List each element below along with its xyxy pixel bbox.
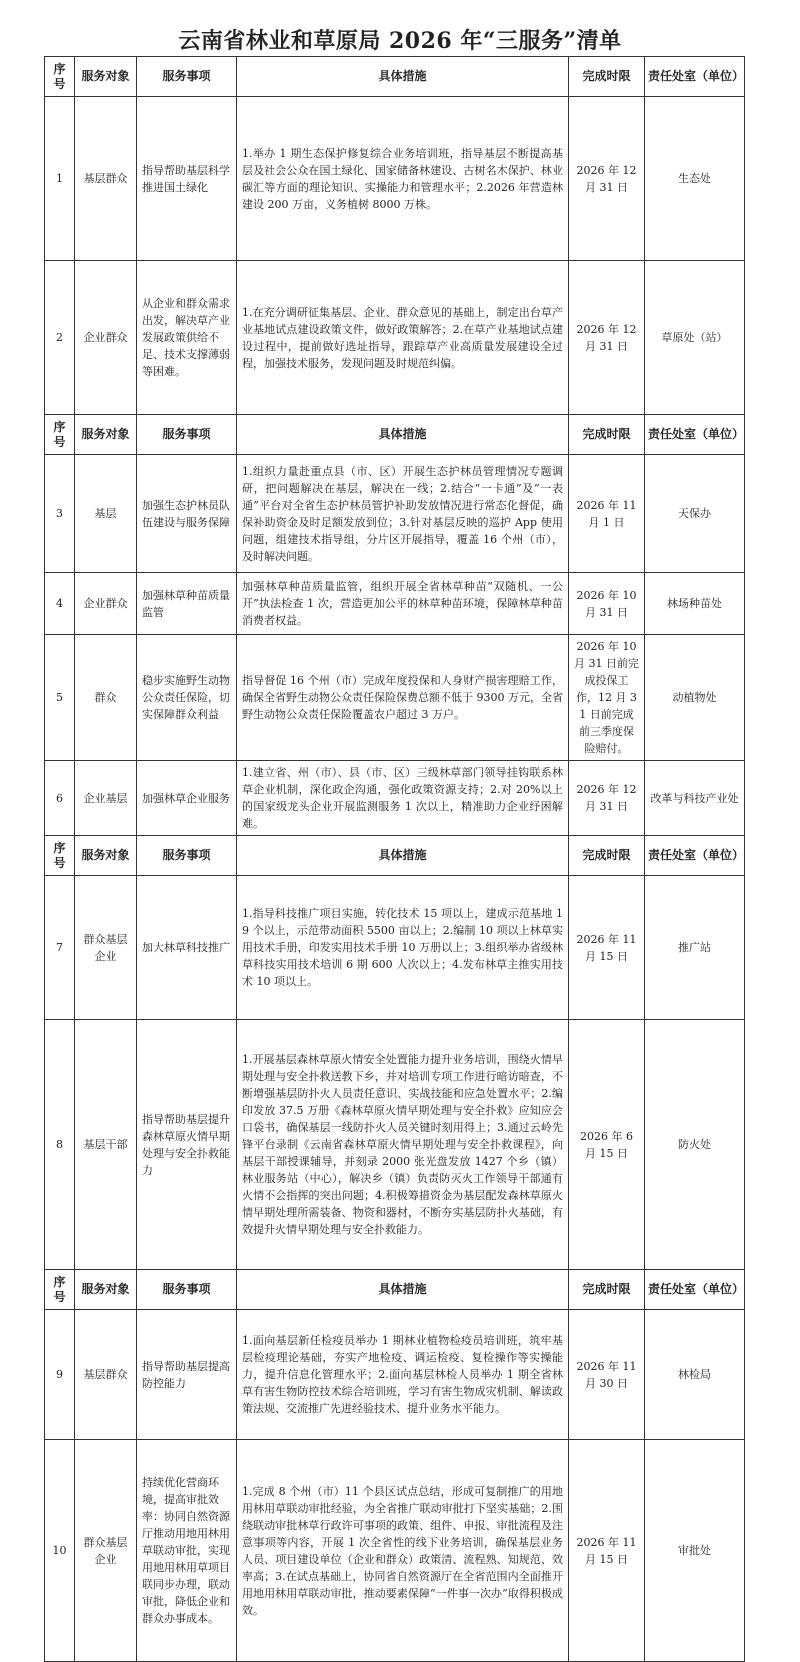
cell-deadline: 2026 年 11 月 1 日 (569, 455, 645, 573)
cell-measures: 加强林草种苗质量监管，组织开展全省林草种苗“双随机、一公开”执法检查 1 次，营造更加公平的林草种苗环境，保障林草种苗消费者权益。 (237, 573, 569, 635)
cell-target: 基层干部 (75, 1020, 137, 1270)
cell-item: 指导帮助基层提高防控能力 (137, 1310, 237, 1440)
header-item: 服务事项 (137, 415, 237, 455)
cell-dept: 改革与科技产业处 (645, 761, 745, 836)
header-deadline: 完成时限 (569, 57, 645, 97)
header-target: 服务对象 (75, 57, 137, 97)
cell-item: 加强林草企业服务 (137, 761, 237, 836)
header-measures: 具体措施 (237, 415, 569, 455)
cell-seq: 1 (45, 97, 75, 261)
cell-measures: 1.组织力量赴重点县（市、区）开展生态护林员管理情况专题调研，把问题解决在基层，解决在一线；2.结合“一卡通”及“一表通”平台对全省生态护林员管护补助发放情况进行常态化督促，确保补助资金及时足额发放到位；3.针对基层反映的巡护 App 使用问题，组建技术指导组，分片区开展指导，覆盖 16 个州（市），及时解决问题。 (237, 455, 569, 573)
table-row (45, 97, 745, 261)
cell-deadline: 2026 年 11 月 30 日 (569, 1310, 645, 1440)
cell-target: 企业基层 (75, 761, 137, 836)
table-row (45, 1310, 745, 1440)
header-seq: 序号 (45, 415, 75, 455)
cell-measures: 1.在充分调研征集基层、企业、群众意见的基础上，制定出台草产业基地试点建设政策文件，做好政策解答；2.在草产业基地试点建设过程中，提前做好选址指导，跟踪草产业高质量发展建设全过程，加强技术服务，发现问题及时规范纠偏。 (237, 261, 569, 415)
cell-dept: 动植物处 (645, 635, 745, 761)
table-row (45, 876, 745, 1020)
cell-target: 基层群众 (75, 97, 137, 261)
header-item: 服务事项 (137, 57, 237, 97)
cell-item: 加强林草种苗质量监管 (137, 573, 237, 635)
cell-item: 从企业和群众需求出发，解决草产业发展政策供给不足、技术支撑薄弱等困难。 (137, 261, 237, 415)
table-header-row (45, 415, 745, 455)
header-deadline: 完成时限 (569, 1270, 645, 1310)
cell-dept: 林场种苗处 (645, 573, 745, 635)
cell-measures: 1.指导科技推广项目实施，转化技术 15 项以上，建成示范基地 19 个以上，示范带动面积 5500 亩以上；2.编制 10 项以上林草实用技术手册，印发实用技术手册 10 万册以上；3.组织举办省级林草科技实用技术培训 6 期 600 人次以上；4.发布林草主推实用技术 10 项以上。 (237, 876, 569, 1020)
table-row (45, 1440, 745, 1662)
cell-dept: 审批处 (645, 1440, 745, 1662)
cell-measures: 1.建立省、州（市）、县（市、区）三级林草部门领导挂钩联系林草企业机制，深化政企沟通，强化政策资源支持；2.对 20%以上的国家级龙头企业开展监测服务 1 次以上，精准助力企业纾困解难。 (237, 761, 569, 836)
cell-deadline: 2026 年 12 月 31 日 (569, 761, 645, 836)
cell-measures: 指导督促 16 个州（市）完成年度投保和人身财产损害理赔工作，确保全省野生动物公众责任保险保费总额不低于 9300 万元，全省野生动物公众责任保险覆盖农户超过 3 万户。 (237, 635, 569, 761)
header-target: 服务对象 (75, 415, 137, 455)
header-seq: 序号 (45, 1270, 75, 1310)
cell-item: 加强生态护林员队伍建设与服务保障 (137, 455, 237, 573)
cell-item: 指导帮助基层科学推进国土绿化 (137, 97, 237, 261)
cell-deadline: 2026 年 12 月 31 日 (569, 97, 645, 261)
header-measures: 具体措施 (237, 57, 569, 97)
document-title: 云南省林业和草原局 2026 年“三服务”清单 (178, 28, 622, 54)
cell-seq: 8 (45, 1020, 75, 1270)
cell-deadline: 2026 年 6 月 15 日 (569, 1020, 645, 1270)
header-target: 服务对象 (75, 836, 137, 876)
table-row (45, 761, 745, 836)
cell-measures: 1.举办 1 期生态保护修复综合业务培训班，指导基层不断提高基层及社会公众在国土绿化、国家储备林建设、古树名木保护、林业碳汇等方面的理论知识、实操能力和管理水平；2.2026 年营造林建设 200 万亩，义务植树 8000 万株。 (237, 97, 569, 261)
header-item: 服务事项 (137, 836, 237, 876)
table-header-row (45, 836, 745, 876)
table-row (45, 573, 745, 635)
header-seq: 序号 (45, 836, 75, 876)
cell-deadline: 2026 年 11 月 15 日 (569, 876, 645, 1020)
cell-target: 群众基层企业 (75, 1440, 137, 1662)
cell-seq: 7 (45, 876, 75, 1020)
cell-item: 稳步实施野生动物公众责任保险，切实保障群众利益 (137, 635, 237, 761)
service-list-table (44, 56, 745, 1662)
header-dept: 责任处室（单位） (645, 1270, 745, 1310)
header-deadline: 完成时限 (569, 415, 645, 455)
table-row (45, 261, 745, 415)
cell-seq: 4 (45, 573, 75, 635)
cell-dept: 推广站 (645, 876, 745, 1020)
cell-measures: 1.开展基层森林草原火情安全处置能力提升业务培训，围绕火情早期处理与安全扑救送教下乡，并对培训专项工作进行暗访暗查，不断增强基层防扑火人员责任意识、实战技能和应急处置水平；2.编印发放 37.5 万册《森林草原火情早期处理与安全扑救》应知应会口袋书，确保基层一线防扑火人员关键时刻用得上；3.通过云岭先锋平台录制《云南省森林草原火情早期处理与安全扑救课程》，向基层干部授课辅导，并刻录 2000 张光盘发放 1427 个乡（镇）林业服务站（中心），解决乡（镇）负责防灭火工作领导干部通有火情不会指挥的突出问题；4.积极筹措资金为基层配发森林草原火情早期处理所需装备、物资和器材，不断夯实基层防扑火基础，有效提升火情早期处理与安全扑救能力。 (237, 1020, 569, 1270)
header-dept: 责任处室（单位） (645, 836, 745, 876)
cell-deadline: 2026 年 10 月 31 日前完成投保工作，12 月 31 日前完成前三季度保险赔付。 (569, 635, 645, 761)
table-row (45, 1020, 745, 1270)
cell-item: 加大林草科技推广 (137, 876, 237, 1020)
table-header-row (45, 1270, 745, 1310)
cell-dept: 草原处（站） (645, 261, 745, 415)
cell-measures: 1.完成 8 个州（市）11 个县区试点总结，形成可复制推广的用地用林用草联动审批经验，为全省推广联动审批打下坚实基础；2.围绕联动审批林草行政许可事项的政策、组件、申报、审批流程及注意事项等内容，开展 1 次全省性的线下业务培训，确保基层业务人员、项目建设单位（企业和群众）政策清、流程熟、知规范、效率高；3.在试点基础上，协同省自然资源厅在全省范围内全面推开用地用林用草联动审批，推动要素保障“一件事一次办”取得积极成效。 (237, 1440, 569, 1662)
cell-seq: 9 (45, 1310, 75, 1440)
cell-target: 企业群众 (75, 261, 137, 415)
cell-deadline: 2026 年 10 月 31 日 (569, 573, 645, 635)
cell-deadline: 2026 年 12 月 31 日 (569, 261, 645, 415)
table-row (45, 455, 745, 573)
cell-dept: 防火处 (645, 1020, 745, 1270)
cell-target: 企业群众 (75, 573, 137, 635)
table-header-row (45, 57, 745, 97)
header-dept: 责任处室（单位） (645, 415, 745, 455)
cell-seq: 2 (45, 261, 75, 415)
cell-dept: 林检局 (645, 1310, 745, 1440)
table-body (45, 57, 745, 1662)
header-item: 服务事项 (137, 1270, 237, 1310)
cell-deadline: 2026 年 11 月 15 日 (569, 1440, 645, 1662)
cell-measures: 1.面向基层新任检疫员举办 1 期林业植物检疫员培训班，筑牢基层检疫理论基础，夯实产地检疫、调运检疫、复检操作等实操能力，提升信息化管理水平；2.面向基层林检人员举办 1 期全省林草有害生物防控技术综合培训班，学习有害生物成灾机制、解读政策法规、交流推广先进经验技术、提升业务水平能力。 (237, 1310, 569, 1440)
header-dept: 责任处室（单位） (645, 57, 745, 97)
cell-seq: 10 (45, 1440, 75, 1662)
header-seq: 序号 (45, 57, 75, 97)
header-target: 服务对象 (75, 1270, 137, 1310)
cell-target: 基层 (75, 455, 137, 573)
header-measures: 具体措施 (237, 1270, 569, 1310)
cell-item: 持续优化营商环境，提高审批效率：协同自然资源厅推动用地用林用草联动审批，实现用地用林用草项目联同步办理，联动审批，降低企业和群众办事成本。 (137, 1440, 237, 1662)
header-measures: 具体措施 (237, 836, 569, 876)
cell-seq: 5 (45, 635, 75, 761)
cell-dept: 生态处 (645, 97, 745, 261)
cell-target: 基层群众 (75, 1310, 137, 1440)
cell-seq: 3 (45, 455, 75, 573)
cell-target: 群众 (75, 635, 137, 761)
cell-dept: 天保办 (645, 455, 745, 573)
table-row (45, 635, 745, 761)
cell-target: 群众基层企业 (75, 876, 137, 1020)
cell-item: 指导帮助基层提升森林草原火情早期处理与安全扑救能力 (137, 1020, 237, 1270)
cell-seq: 6 (45, 761, 75, 836)
header-deadline: 完成时限 (569, 836, 645, 876)
